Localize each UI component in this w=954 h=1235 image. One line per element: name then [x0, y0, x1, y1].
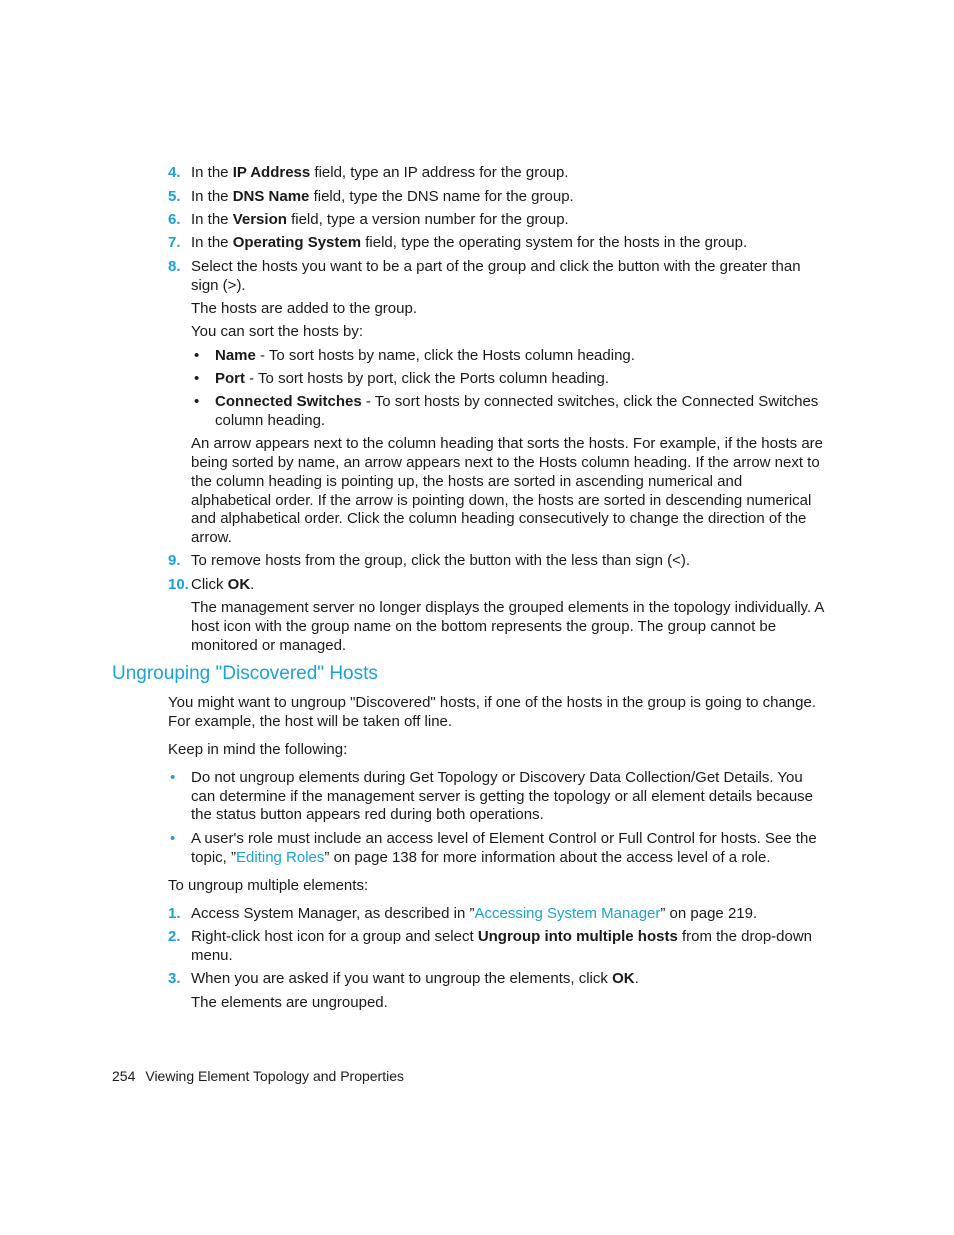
- list-item: Do not ungroup elements during Get Topology or Discovery Data Collection/Get Details. You: [191, 769, 803, 786]
- bullet-icon: •: [194, 393, 200, 410]
- list-item: Name - To sort hosts by name, click the Hosts column heading.: [215, 347, 635, 364]
- paragraph-line: host icon with the group name on the bottom represents the group. The group cannot be: [191, 618, 777, 635]
- step-number: 1.: [168, 905, 181, 922]
- paragraph-line: the column heading is pointing up, the hosts are sorted in ascending numerical and: [191, 473, 743, 490]
- step-text: In the IP Address field, type an IP address for the group.: [191, 164, 569, 181]
- paragraph-line: The management server no longer displays the grouped elements in the topology individually. A: [191, 599, 825, 616]
- step-text: In the DNS Name field, type the DNS name for the group.: [191, 188, 574, 205]
- paragraph-line: For example, the host will be taken off line.: [168, 713, 453, 730]
- paragraph-line: alphabetical order. If the arrow is pointing down, the hosts are sorted in descending numerical: [191, 492, 812, 509]
- sort-intro: You can sort the hosts by:: [191, 323, 364, 340]
- step-number: 5.: [168, 188, 181, 205]
- paragraph-line: being sorted by name, an arrow appears next to the Hosts column heading. If the arrow next to: [191, 454, 820, 471]
- list-item-continued: the status button appears red during both operations.: [191, 806, 544, 823]
- step-number: 10.: [168, 576, 189, 593]
- list-item: Port - To sort hosts by port, click the Ports column heading.: [215, 370, 610, 387]
- step-number: 9.: [168, 552, 181, 569]
- paragraph-line: and alphabetical order. Click the column heading consecutively to change the direction of the: [191, 510, 807, 527]
- step-text: sign (>).: [191, 277, 246, 294]
- paragraph-line: To ungroup multiple elements:: [168, 877, 369, 894]
- bullet-icon: •: [194, 370, 200, 387]
- accessing-system-manager-link[interactable]: Accessing System Manager: [474, 905, 661, 922]
- step-number: 2.: [168, 928, 181, 945]
- list-item-continued: topic, ”Editing Roles” on page 138 for more information about the access level of a role.: [191, 849, 771, 866]
- step-number: 4.: [168, 164, 181, 181]
- list-item: A user's role must include an access level of Element Control or Full Control for hosts. See the: [191, 830, 817, 847]
- list-item: Connected Switches - To sort hosts by connected switches, click the Connected Switches: [215, 393, 819, 410]
- chapter-title: Viewing Element Topology and Properties: [145, 1068, 405, 1084]
- paragraph-line: An arrow appears next to the column heading that sorts the hosts. For example, if the hosts are: [191, 435, 824, 452]
- list-item-continued: column heading.: [215, 412, 326, 429]
- bullet-icon: •: [170, 769, 176, 786]
- step-text: In the Version field, type a version number for the group.: [191, 211, 569, 228]
- step-text: Select the hosts you want to be a part of the group and click the button with the greater than: [191, 258, 801, 275]
- step-number: 8.: [168, 258, 181, 275]
- step-text: Click OK.: [191, 576, 255, 593]
- paragraph-line: You might want to ungroup "Discovered" hosts, if one of the hosts in the group is going to change.: [168, 694, 817, 711]
- step-number: 6.: [168, 211, 181, 228]
- step-text-continued: menu.: [191, 947, 233, 964]
- step-number: 7.: [168, 234, 181, 251]
- section-heading: Ungrouping "Discovered" Hosts: [112, 663, 378, 684]
- paragraph-line: Keep in mind the following:: [168, 741, 348, 758]
- paragraph-line: monitored or managed.: [191, 637, 347, 654]
- paragraph-line: arrow.: [191, 529, 232, 546]
- list-item-continued: can determine if the management server is getting the topology or all element details because: [191, 788, 814, 805]
- step-text: When you are asked if you want to ungroup the elements, click OK.: [191, 970, 639, 987]
- bullet-icon: •: [170, 830, 176, 847]
- page-number: 254: [112, 1068, 136, 1084]
- page-footer: [112, 1067, 404, 1085]
- step-result: The hosts are added to the group.: [191, 300, 417, 317]
- step-text: In the Operating System field, type the operating system for the hosts in the group.: [191, 234, 748, 251]
- step-text: Right-click host icon for a group and select Ungroup into multiple hosts from the drop-down: [191, 928, 813, 945]
- step-number: 3.: [168, 970, 181, 987]
- step-text: Access System Manager, as described in ”Accessing System Manager” on page 219.: [191, 905, 758, 922]
- step-result: The elements are ungrouped.: [191, 994, 388, 1011]
- editing-roles-link[interactable]: Editing Roles: [236, 849, 325, 866]
- step-text: To remove hosts from the group, click the button with the less than sign (<).: [191, 552, 690, 569]
- bullet-icon: •: [194, 347, 200, 364]
